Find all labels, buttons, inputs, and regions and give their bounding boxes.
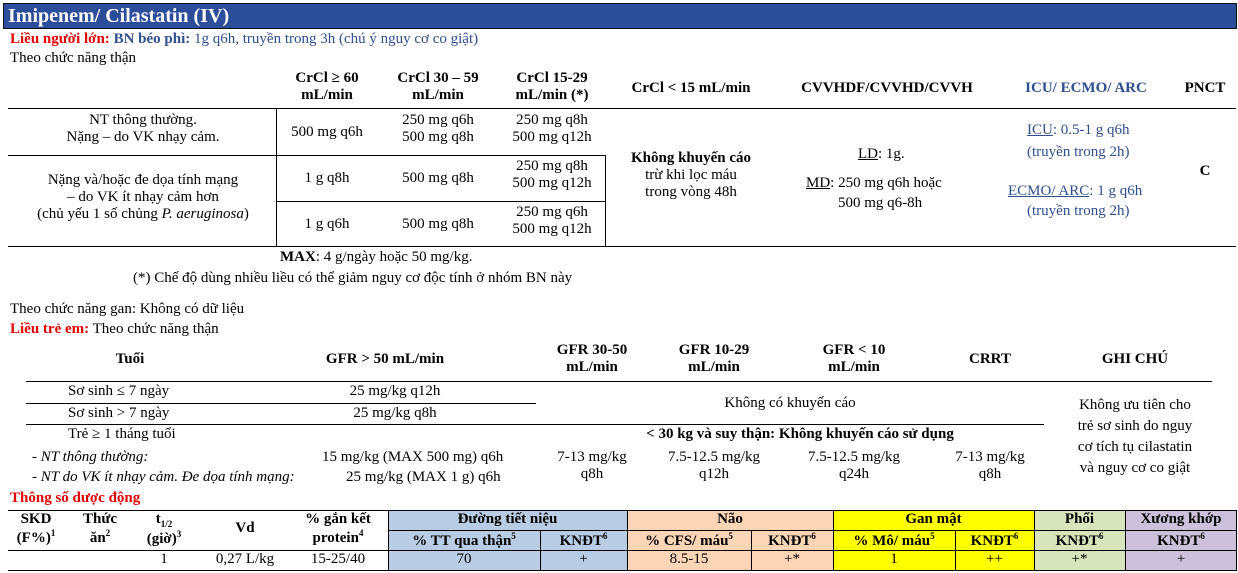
- v-protein: 15-25/40: [310, 551, 366, 567]
- h-protein-sup: 4: [358, 528, 364, 538]
- r3-warning: < 30 kg và suy thận: Không khuyến cáo sử dụng: [646, 426, 954, 442]
- child-label: Liều trẻ em:: [10, 321, 90, 337]
- hdr-crcl30: [383, 70, 493, 104]
- obese-text: 1g q6h, truyền trong 3h (chú ý nguy cơ co giật): [194, 31, 479, 47]
- crrt-2: q8h: [978, 466, 1002, 482]
- h-food: [70, 511, 130, 547]
- pnct-value: C: [1199, 163, 1211, 179]
- h-urine-kndt-text: KNĐT: [559, 533, 603, 549]
- r4-dose: 15 mg/kg (MAX 500 mg) q6h: [322, 449, 504, 465]
- r2-dose: 25 mg/kg q8h: [353, 405, 437, 421]
- r1-age: Sơ sinh ≤ 7 ngày: [68, 383, 170, 399]
- ecmo-value: : 1 g q6h: [1089, 183, 1143, 199]
- h-bone-kndt-sup: 6: [1200, 531, 1205, 541]
- h-vd: Vd: [235, 520, 255, 536]
- max-value: : 4 g/ngày hoặc 50 mg/kg.: [315, 249, 473, 265]
- lt15-3: trong vòng 48h: [645, 184, 737, 200]
- row1-line: [8, 155, 606, 156]
- r2-age: Sơ sinh > 7 ngày: [68, 405, 170, 421]
- r1-dose: 25 mg/kg q12h: [349, 383, 441, 399]
- h-skd-2-text: (F%): [16, 530, 51, 546]
- row2a-crcl60: 1 g q8h: [304, 170, 350, 186]
- ecmo-line: [1008, 183, 1142, 200]
- v-cfs: 8.5-15: [669, 551, 709, 567]
- row2b-crcl15: [500, 204, 604, 238]
- r1-line: [26, 403, 536, 404]
- vline-1: [276, 108, 277, 246]
- g30-2: q8h: [580, 466, 604, 482]
- row1-crcl60: 500 mg q6h: [291, 124, 363, 140]
- child-not-recommended: Không có khuyến cáo: [724, 395, 856, 411]
- v-bone-kndt: +: [1176, 551, 1186, 567]
- v-brain-kndt: +*: [784, 551, 800, 567]
- row1-crcl15-b: 500 mg q12h: [512, 129, 592, 145]
- row2a-crcl15: [500, 158, 604, 192]
- h-cfs-sup: 5: [728, 531, 733, 541]
- ecmo-line-2: (truyền trong 2h): [1027, 203, 1130, 219]
- hdr-cvvh: CVVHDF/CVVHD/CVVH: [801, 80, 973, 96]
- h-t12-2: [134, 529, 194, 548]
- row2b-crcl15-a: 250 mg q6h: [516, 204, 588, 220]
- h-protein: [290, 511, 386, 547]
- h-bone-kndt-text: KNĐT: [1157, 533, 1201, 549]
- crcl-lt15-value: [610, 150, 772, 201]
- row1-label: [10, 112, 276, 146]
- row1-label-1: NT thông thường.: [89, 112, 197, 128]
- h-skd-1: SKD: [20, 511, 52, 527]
- adult-header-line: [8, 108, 1236, 109]
- row2-label: [10, 172, 276, 223]
- row2b-crcl60: 1 g q6h: [304, 216, 350, 232]
- h-liver-kndt-sup: 6: [1013, 531, 1019, 541]
- crrt-value: [940, 449, 1040, 483]
- h-liver-kndt: [955, 531, 1034, 550]
- hdr-gfr30: [540, 342, 644, 376]
- h-lung: Phổi: [1064, 511, 1095, 527]
- hdr-gfr50: GFR > 50 mL/min: [325, 351, 445, 367]
- glt10-1: 7.5-12.5 mg/kg: [807, 449, 901, 465]
- adult-renal-label: Theo chức năng thận: [10, 50, 136, 66]
- h-urine-tt-sup: 5: [511, 531, 516, 541]
- pk-bottom-line: [8, 570, 1237, 571]
- hepatic-line: Theo chức năng gan: Không có dữ liệu: [10, 301, 245, 317]
- icu-line: [1027, 122, 1130, 139]
- row2b-crcl15-b: 500 mg q12h: [512, 221, 592, 237]
- hdr-gfr10-2: mL/min: [688, 359, 740, 375]
- h-cfs: [627, 531, 751, 550]
- max-label: MAX: [280, 249, 316, 265]
- crrt-1: 7-13 mg/kg: [955, 449, 1025, 465]
- icu-value: : 0.5-1 g q6h: [1052, 122, 1130, 138]
- row2a-crcl15-a: 250 mg q8h: [516, 158, 588, 174]
- row1-label-2: Nặng – do VK nhạy cảm.: [66, 129, 220, 145]
- hdr-crcl15-2: mL/min (*): [515, 87, 589, 103]
- row2a-crcl30: 500 mg q8h: [402, 170, 474, 186]
- hdr-gfrlt10-1: GFR < 10: [822, 342, 886, 358]
- child-note-1: Không ưu tiên cho: [1079, 397, 1191, 413]
- child-note-4: và nguy cơ co giật: [1079, 460, 1191, 476]
- h-skd-2: [8, 528, 64, 547]
- hdr-crcl60-2: mL/min: [301, 87, 353, 103]
- child-renal: Theo chức năng thận: [92, 321, 219, 337]
- h-protein-2-text: protein: [312, 530, 359, 546]
- row1-crcl30: [383, 112, 493, 146]
- v-liver-kndt: ++: [986, 551, 1003, 567]
- row2-label-2: – do VK ít nhạy cảm hơn: [67, 189, 219, 205]
- h-lung-kndt: [1034, 531, 1125, 550]
- h-food-2-text: ăn: [89, 530, 106, 546]
- h-food-1: Thức: [82, 511, 117, 527]
- h-urine-kndt: [540, 531, 627, 550]
- hdr-gfr10: [655, 342, 773, 376]
- row2a-crcl15-b: 500 mg q12h: [512, 175, 592, 191]
- v-urine-kndt: +: [579, 551, 588, 567]
- adult-dose-line: [10, 31, 478, 48]
- row2b-crcl30: 500 mg q8h: [402, 216, 474, 232]
- h-urine: Đường tiết niệu: [457, 511, 558, 527]
- hdr-crcl30-1: CrCl 30 – 59: [397, 70, 479, 86]
- g10-2: q12h: [699, 466, 729, 482]
- hdr-crrt: CRRT: [969, 351, 1011, 367]
- hdr-crcl-lt15: CrCl < 15 mL/min: [631, 80, 751, 96]
- hdr-pnct: PNCT: [1184, 80, 1226, 96]
- child-note-2: trẻ sơ sinh do nguy: [1077, 418, 1193, 434]
- cvvh-md-label: MD: [806, 175, 831, 191]
- h-lung-kndt-sup: 6: [1098, 531, 1104, 541]
- v-urine: 70: [456, 551, 472, 567]
- r5-label: - NT do VK ít nhạy cảm. Đe dọa tính mạng:: [32, 469, 295, 485]
- hdr-crcl15-1: CrCl 15-29: [516, 70, 588, 86]
- hdr-crcl60: [279, 70, 375, 104]
- row1-crcl15: [500, 112, 604, 146]
- cvvh-md: [806, 175, 942, 192]
- row1-crcl30-b: 500 mg q8h: [402, 129, 474, 145]
- hdr-icu: ICU/ ECMO/ ARC: [1025, 80, 1147, 96]
- h-t12-1: [134, 511, 194, 529]
- child-note: [1050, 395, 1220, 479]
- icu-line-2: (truyền trong 2h): [1027, 144, 1130, 160]
- h-protein-1: % gắn kết: [305, 511, 371, 527]
- g10-value: [655, 449, 773, 483]
- h-liver-kndt-text: KNĐT: [970, 533, 1014, 549]
- adult-note: (*) Chế độ dùng nhiều liều có thể giảm nguy cơ độc tính ở nhóm BN này: [133, 270, 573, 286]
- hdr-gfrlt10: [795, 342, 913, 376]
- row2-label-3: [10, 206, 276, 223]
- h-urine-kndt-sup: 6: [602, 531, 608, 541]
- h-cfs-text: % CFS/ máu: [645, 533, 729, 549]
- g10-1: 7.5-12.5 mg/kg: [667, 449, 761, 465]
- row2-label-3c: ): [243, 206, 249, 222]
- hdr-age: Tuổi: [115, 351, 145, 367]
- r2-line: [26, 424, 1044, 425]
- row1-crcl15-a: 250 mg q8h: [516, 112, 588, 128]
- g30-value: [540, 449, 644, 483]
- cvvh-ld-value: : 1g.: [878, 146, 905, 162]
- h-brain: Não: [717, 511, 743, 527]
- child-note-3: cơ tích tụ cilastatin: [1077, 439, 1193, 455]
- h-food-2: [70, 528, 130, 547]
- h-bone: Xương khớp: [1140, 511, 1222, 527]
- row2-label-1: Nặng và/hoặc đe dọa tính mạng: [47, 172, 239, 188]
- vline-2: [605, 155, 606, 246]
- glt10-2: q24h: [839, 466, 869, 482]
- hdr-gfrlt10-2: mL/min: [828, 359, 880, 375]
- cvvh-ld-label: LD: [858, 146, 878, 162]
- h-urine-tt: [388, 531, 540, 550]
- hdr-crcl30-2: mL/min: [412, 87, 464, 103]
- h-skd-sup: 1: [50, 528, 56, 538]
- obese-label: BN béo phì:: [113, 31, 191, 47]
- v-vd: 0,27 L/kg: [215, 551, 275, 567]
- h-t12-2-text: (giờ): [146, 531, 177, 547]
- v-tissue: 1: [890, 551, 898, 567]
- row2-label-3b: P. aeruginosa: [161, 206, 244, 222]
- r4-label: - NT thông thường:: [32, 449, 149, 465]
- lt15-2: trừ khi lọc máu: [645, 167, 737, 183]
- page-title: Imipenem/ Cilastatin (IV): [8, 5, 230, 27]
- row1-crcl30-a: 250 mg q6h: [402, 112, 474, 128]
- hdr-crcl15: [500, 70, 604, 104]
- g30-1: 7-13 mg/kg: [557, 449, 627, 465]
- adult-label: Liều người lớn:: [10, 31, 110, 47]
- r5-dose: 25 mg/kg (MAX 1 g) q6h: [346, 469, 501, 485]
- v-t12: 1: [160, 551, 168, 567]
- h-bone-kndt: [1125, 531, 1237, 550]
- hdr-gfr30-2: mL/min: [566, 359, 618, 375]
- hdr-note: GHI CHÚ: [1101, 351, 1169, 367]
- h-t12-t: t: [155, 511, 161, 527]
- h-t12-sup: 3: [176, 529, 182, 539]
- pk-label: Thông số dược động: [10, 490, 141, 506]
- glt10-value: [795, 449, 913, 483]
- h-liver: Gan mật: [905, 511, 962, 527]
- h-food-sup: 2: [105, 528, 111, 538]
- h-tissue: [833, 531, 955, 550]
- h-skd: [8, 511, 64, 547]
- h-t12: [134, 511, 194, 548]
- child-header-line: [26, 381, 1212, 382]
- h-protein-2: [290, 528, 386, 547]
- h-urine-tt-text: % TT qua thận: [412, 533, 512, 549]
- hdr-crcl60-1: CrCl ≥ 60: [295, 70, 359, 86]
- cvvh-md-2: 500 mg q6-8h: [838, 195, 923, 211]
- ecmo-label: ECMO/ ARC: [1008, 183, 1090, 199]
- hdr-gfr30-1: GFR 30-50: [556, 342, 628, 358]
- row2a-line: [277, 201, 606, 202]
- lt15-1: Không khuyến cáo: [630, 150, 752, 166]
- r3-age: Trẻ ≥ 1 tháng tuổi: [68, 426, 176, 442]
- max-line: [280, 249, 472, 266]
- h-brain-kndt: [751, 531, 833, 550]
- h-t12-sub: 1/2: [160, 519, 173, 529]
- child-dose-line: [10, 321, 219, 338]
- cvvh-md-value: : 250 mg q6h hoặc: [830, 175, 942, 191]
- h-tissue-sup: 5: [930, 531, 935, 541]
- adult-table-bottom: [8, 246, 1236, 247]
- hdr-gfr10-1: GFR 10-29: [678, 342, 750, 358]
- h-brain-kndt-text: KNĐT: [768, 533, 812, 549]
- h-lung-kndt-text: KNĐT: [1055, 533, 1099, 549]
- cvvh-ld: [858, 146, 905, 163]
- row2-label-3a: (chủ yếu 1 số chủng: [37, 206, 162, 222]
- v-lung-kndt: +*: [1071, 551, 1088, 567]
- h-brain-kndt-sup: 6: [811, 531, 816, 541]
- h-tissue-text: % Mô/ máu: [853, 533, 931, 549]
- title-bar: [3, 3, 1237, 29]
- icu-label: ICU: [1027, 122, 1053, 138]
